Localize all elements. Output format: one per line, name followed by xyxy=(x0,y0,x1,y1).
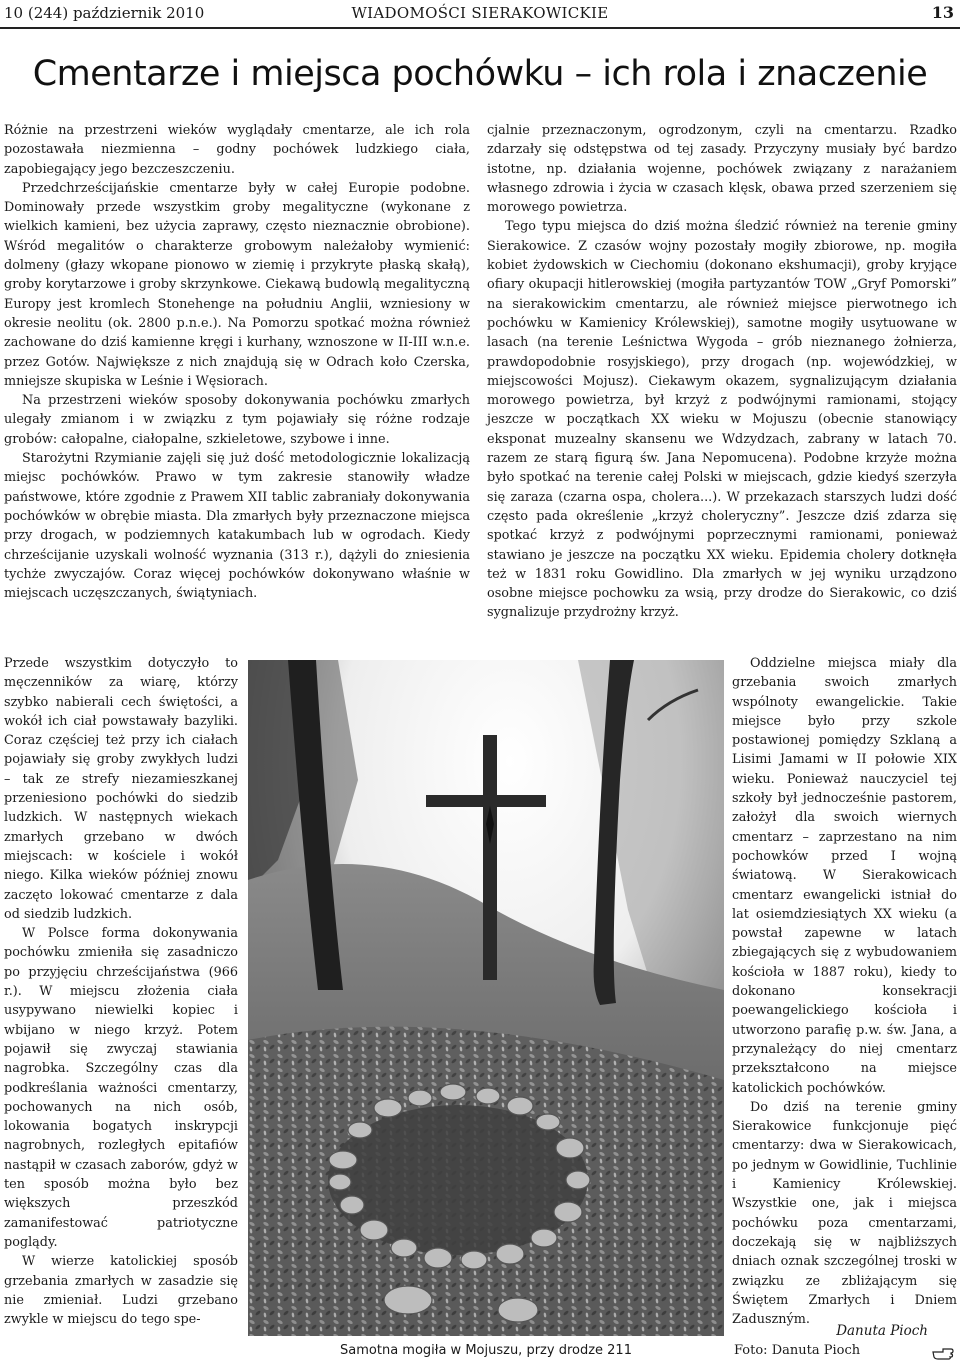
paragraph: cjalnie przeznaczonym, ogrodzonym, czyli na cmentarzu. Rzadko zdarzały się odstępstwa od tej zasady. Przyczyny musiały być bardzo istotne, np. działania wojenne, pochówek związany z narażaniem własnego zdrowia i życia w czasach klęsk, obawa przed szerzeniem się morowego powietrza. xyxy=(487,123,957,216)
photo-caption: Samotna mogiła w Mojuszu, przy drodze 211 xyxy=(340,1343,632,1358)
paragraph: W Polsce forma dokonywania pochówku zmieniła się zasadniczo po przyjęciu chrześcijaństwa (966 r.). W miejscu złożenia ciała usypywano niewielki kopiec i wbijano w niego krzyż. Potem pojawił się zwyczaj stawiania nagrobka. Szczególny czas dla podkreślania ważności cmentarzy, pochowanych na nich osób, lokowania bogatych inskrypcji nagrobnych, rozległych epitafiów nastąpił w czasach zaborów, gdyż w ten sposób można było bez większych przeszkód zamanifestować patriotyczne poglądy. xyxy=(4,926,238,1250)
paragraph: Przede wszystkim dotyczyło to męczenników za wiarę, którzy szybko nabierali cech świętości, a wokół ich ciał powstawały bazyliki. Coraz częściej też przy ich ciałach pojawiały się groby zwykłych ludzi – tak ze strefy niezamieszkanej przeniesiono pochówki do siedzib ludzkich. W następnych wiekach zmarłych grzebano w dwóch miejscach: w kościele i wokół niego. Kilka wieków później znowu zaczęto lokować cmentarze z dala od siedzib ludzkich. xyxy=(4,656,238,922)
article-title: Cmentarze i miejsca pochówku – ich rola i znaczenie xyxy=(32,54,928,94)
cross-beam xyxy=(426,795,546,807)
paragraph: W wierze katolickiej sposób grzebania zmarłych w zasadzie się nie zmieniał. Ludzi grzebano zwykle w miejscu do tego spe- xyxy=(4,1254,238,1328)
paragraph: Na przestrzeni wieków sposoby dokonywania pochówku zmarłych ulegały zmianom i w związku z tym pojawiały się różne rodzaje grobów: całopalne, ciałopalne, szkieletowe, szybowe i inne. xyxy=(4,393,470,447)
cross-post xyxy=(483,735,497,980)
paragraph: Starożytni Rzymianie zajęli się już dość metodologicznie lokalizacją miejsc pochówków. Prawo w tym zakresie stanowiły władze państwowe, które zgodnie z Prawem XII tablic zabraniały dokonywania pochówków w obrębie miasta. Dla zmarłych były przeznaczone miejsca przy drogach, w podziemnych katakumbach lub w ogrodach. Kiedy chrześcijanie uzyskali wolność wyznania (313 r.), dążyli do zniesienia tychże zwyczajów. Coraz więcej pochówków dokonywano właśnie w miejscach uczęszczanych, świątyniach. xyxy=(4,451,470,602)
article-column-left-top xyxy=(4,121,470,603)
article-column-right-top xyxy=(487,121,957,623)
issue-number: 10 (244) październik 2010 xyxy=(4,4,205,22)
grave-photo xyxy=(248,660,724,1336)
paragraph: Tego typu miejsca do dziś można śledzić również na terenie gminy Sierakowice. Z czasów wojny pozostały mogiły zbiorowe, np. mogiła kobiet żydowskich w Ciechomiu (dokonano ekshumacji), groby kryjące ofiary okupacji hitlerowskiej (mogiła partyzantów TOW „Gryf Pomorski” na sierakowickim cmentarzu, ale również miejsce pierwotnego ich pochówku w Kamienicy Królewskiej), samotne mogiły usytuowane w lasach (na terenie Leśnictwa Wygoda – grób nieznanego żołnierza, prawdopodobnie rosyjskiego), przy drogach (np. wojewódzkiej, w miejscowości Mojusz). Ciekawym okazem, sygnalizującym działania morowego powietrza, był krzyż z podwójnymi ramionami, stojący jeszcze w początkach XX wieku w Mojuszu (obecnie stanowiący eksponat muzealny skansenu we Wdzydzach, zabrany w latach 70. razem ze starą figurą św. Jana Nepomucena). Podobne krzyże można było spotkać na terenie całej Polski w miejscach, gdzie kiedyś szerzyła się zaraza (czarna ospa, cholera...). W przekazach starszych ludzi dość często pada określenie „krzyż choleryczny”. Jeszcze dziś zdarza się spotkać krzyż z podwójnymi poprzecznymi ramionami, ponieważ stawiano je jeszcze na początku XX wieku. Epidemia cholery dotknęła też w 1831 roku Gowidlino. Dla zmarłych w jej wyniku urządzono osobne miejsce pochowku za wsią, przy drodze do Sierakowic, co dziś sygnalizuje przydrożny krzyż. xyxy=(487,219,957,621)
article-column-left-bottom xyxy=(4,654,238,1329)
paragraph: Przedchrześcijańskie cmentarze były w całej Europie podobne. Dominowały przede wszystkim groby megalityczne (wykonane z wielkich kamieni, bez użycia zaprawy, często nieznacznie obrobione). Wśród megalitów o charakterze grobowym należałoby wymienić: dolmeny (głazy wkopane pionowo w ziemię i przykryte płaską skałą), groby korytarzowe i groby skrzynkowe. Ciekawą budowlą megalityczną Europy jest kromlech Stonehenge na południu Anglii, wzniesiony w okresie neolitu (ok. 2800 p.n.e.). Na Pomorzu spotkać można również zachowane do dziś kamienne kręgi i kurhany, wznoszone w II-III w.n.e. przez Gotów. Największe z nich znajdują się w Odrach koło Czerska, mniejsze skupiska w Leśnie i Węsiorach. xyxy=(4,180,470,389)
page-number: 13 xyxy=(931,3,954,22)
header-rule xyxy=(0,27,960,29)
article-column-right-bottom xyxy=(732,654,957,1329)
pointing-hand-icon xyxy=(932,1344,954,1362)
paragraph: Do dziś na terenie gminy Sierakowice funkcjonuje pięć cmentarzy: dwa w Sierakowicach, po jednym w Gowidlinie, Tuchlinie i Kamienicy Królewskiej. Wszystkie one, jak i miejsca pochówku poza cmentarzami, doczekają się w najbliższych dniach oznak szczególnej troski w związku ze zbliżającym się Świętem Zmarłych i Dniem Zaduszným. xyxy=(732,1099,957,1328)
page-header xyxy=(0,0,960,26)
newspaper-name: WIADOMOŚCI SIERAKOWICKIE xyxy=(351,4,609,22)
article-author: Danuta Pioch xyxy=(836,1323,928,1339)
paragraph: Różnie na przestrzeni wieków wyglądały cmentarze, ale ich rola pozostawała niezmienna – godny pochówek ludzkiego ciała, zapobiegający jego bezczeszczeniu. xyxy=(4,123,470,177)
paragraph: Oddzielne miejsca miały dla grzebania swoich zmarłych wspólnoty ewangelickie. Takie miejsce było przy szkole postawionej pomiędzy Szklaną a Lisimi Jamami w II połowie XIX wieku. Ponieważ nauczyciel tej szkoły był jednocześnie pastorem, założył dla swoich wiernych cmentarz – zaprzestano na nim pochowków przed I wojną światową. W Sierakowicach cmentarz ewangelicki istniał do lat osiemdziesiątych XX wieku (a powstał zapewne w latach zbiegających się z wybudowaniem kościoła w 1887 roku), kiedy to dokonano konsekracji poewangelickiego kościoła i utworzono parafię p.w. św. Jana, a przynależący do niej cmentarz przekształcono na miejsce katolickich pochówków. xyxy=(732,656,957,1096)
photo-credit: Foto: Danuta Pioch xyxy=(734,1343,861,1358)
